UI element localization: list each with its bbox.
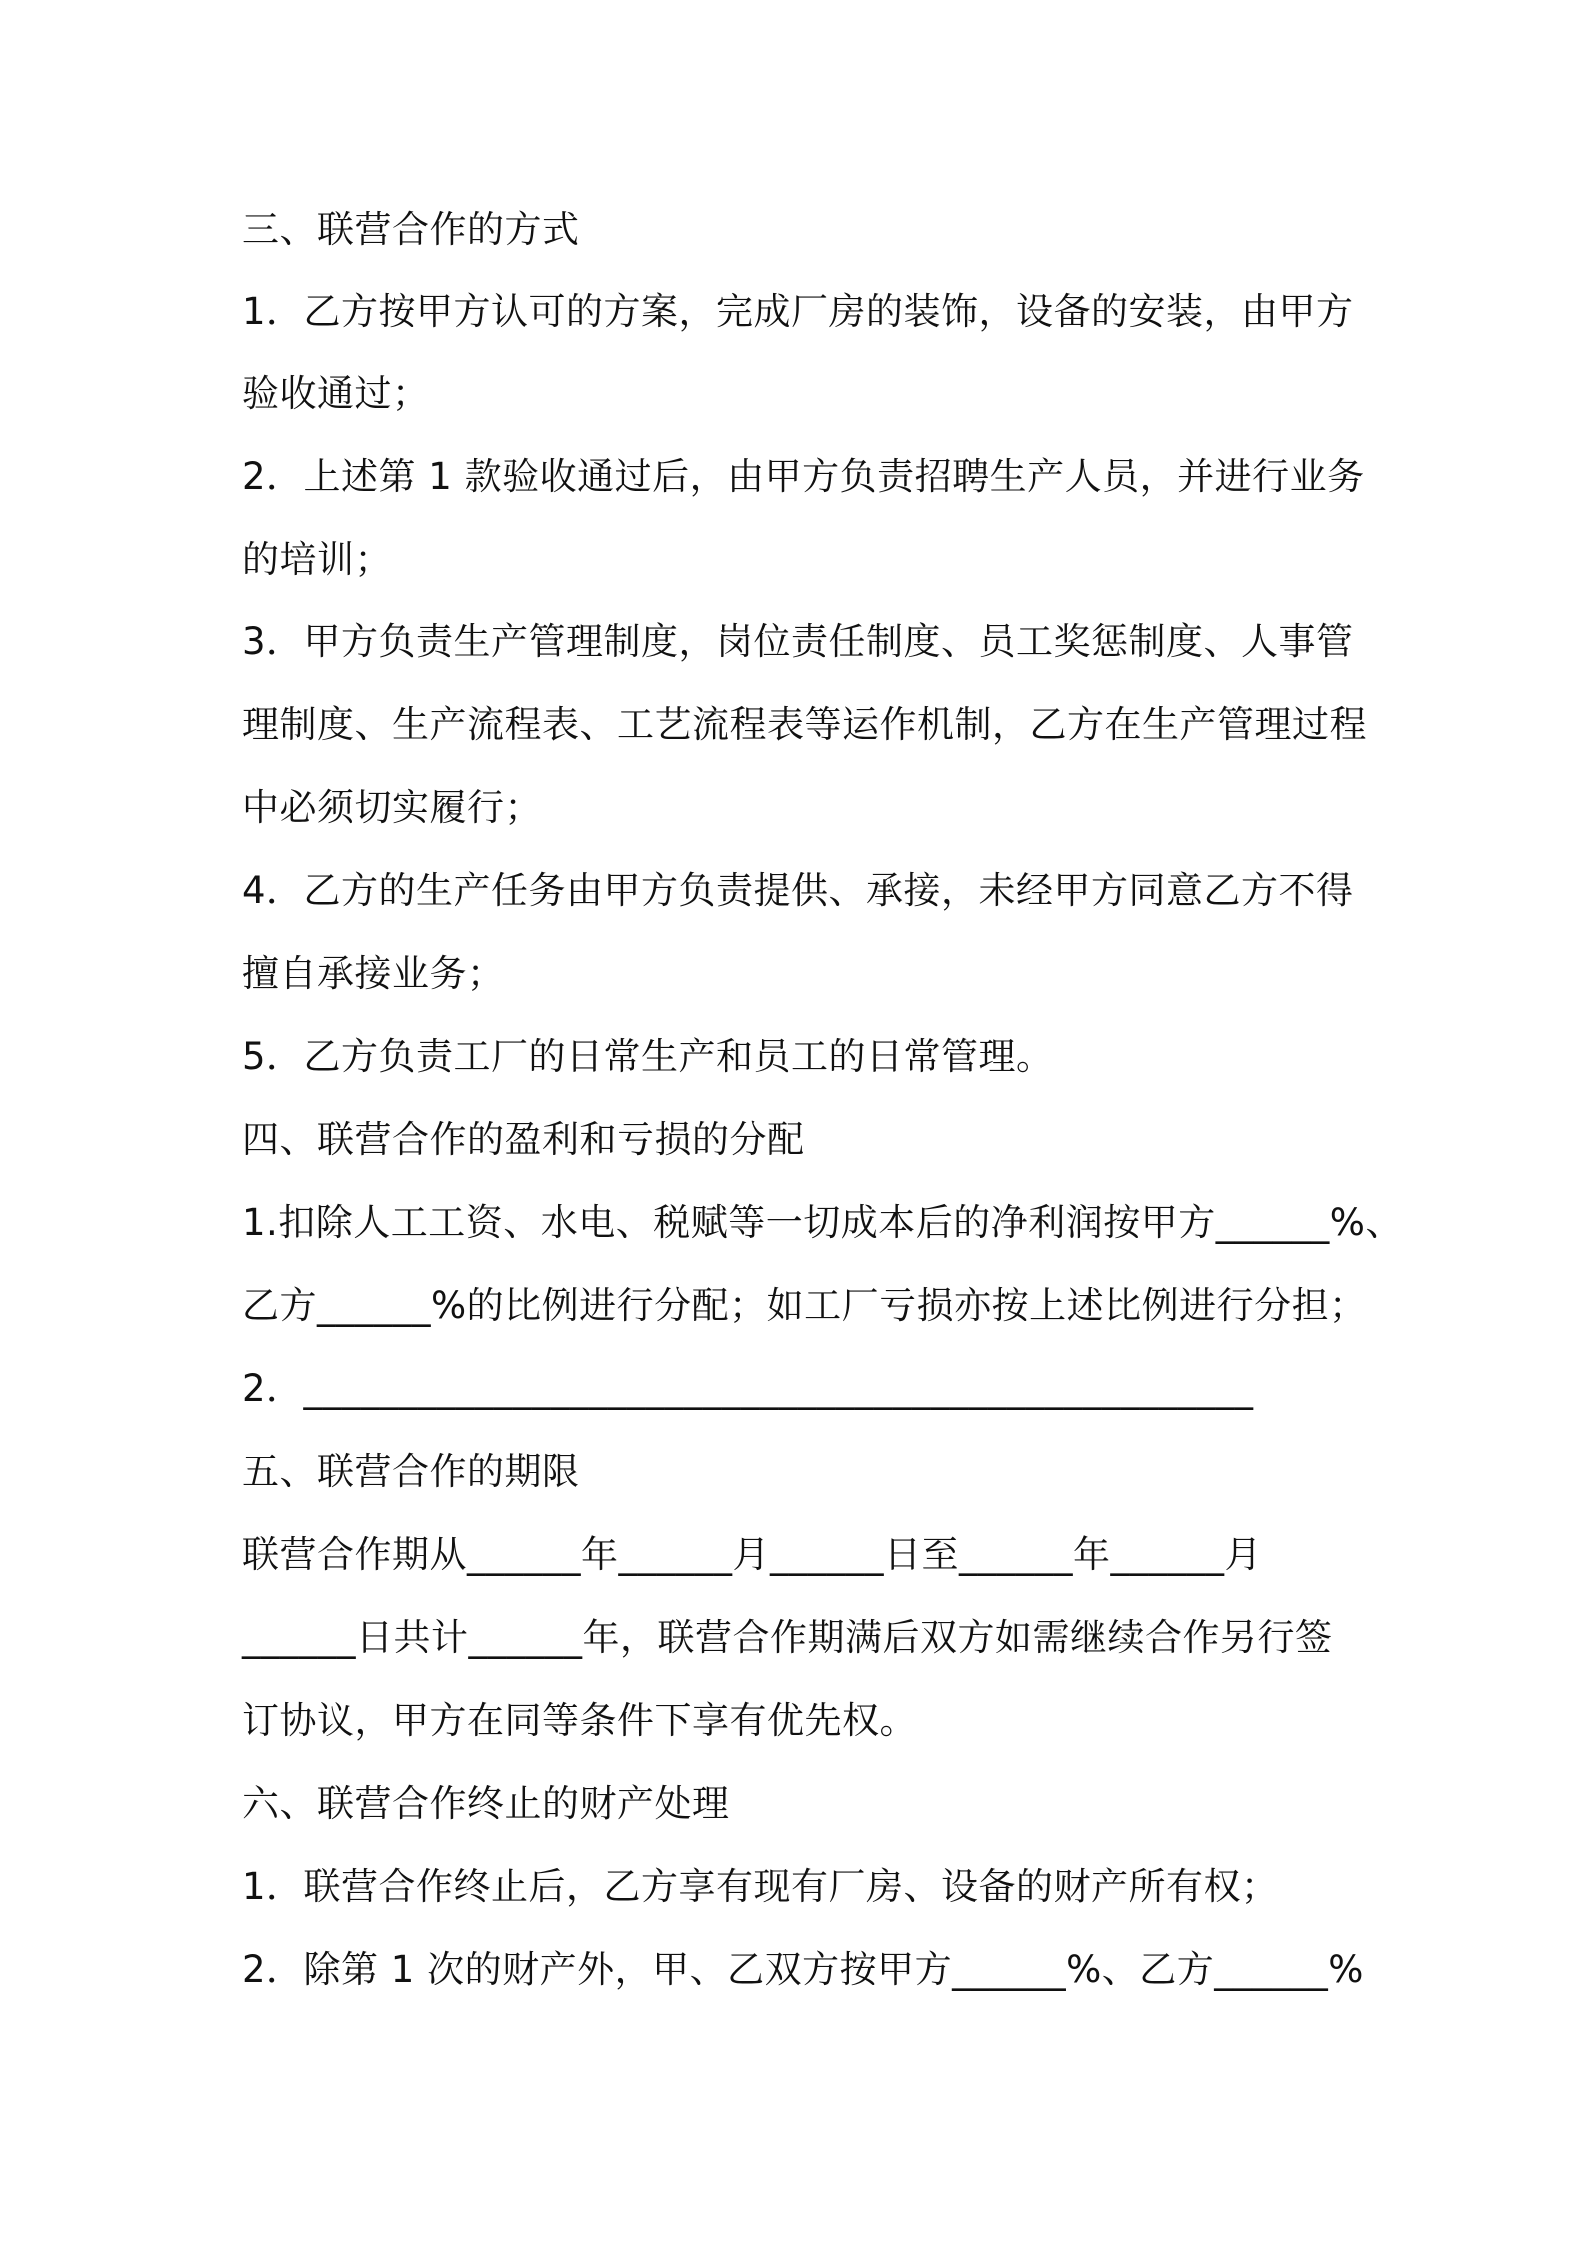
clause-3-3-line-2: 理制度、生产流程表、工艺流程表等运作机制，乙方在生产管理过程 bbox=[242, 703, 1367, 746]
section-heading-5: 五、联营合作的期限 bbox=[242, 1450, 580, 1493]
clause-4-1-line-2: 乙方______%的比例进行分配；如工厂亏损亦按上述比例进行分担； bbox=[242, 1284, 1367, 1327]
clause-3-4-line-2: 擅自承接业务； bbox=[242, 952, 505, 995]
clause-3-2-line-1: 2．上述第 1 款验收通过后，由甲方负责招聘生产人员，并进行业务 bbox=[242, 455, 1365, 498]
clause-4-1-line-1: 1.扣除人工工资、水电、税赋等一切成本后的净利润按甲方______%、 bbox=[242, 1201, 1403, 1244]
section-heading-3: 三、联营合作的方式 bbox=[242, 208, 580, 251]
clause-3-3-line-1: 3．甲方负责生产管理制度，岗位责任制度、员工奖惩制度、人事管 bbox=[242, 620, 1354, 663]
clause-3-2-line-2: 的培训； bbox=[242, 538, 392, 581]
section-heading-6: 六、联营合作终止的财产处理 bbox=[242, 1782, 730, 1825]
term-line-3: 订协议，甲方在同等条件下享有优先权。 bbox=[242, 1699, 917, 1742]
clause-6-1: 1．联营合作终止后，乙方享有现有厂房、设备的财产所有权； bbox=[242, 1865, 1279, 1908]
term-line-1: 联营合作期从______年______月______日至______年______月 bbox=[242, 1533, 1262, 1576]
clause-3-1-line-1: 1．乙方按甲方认可的方案，完成厂房的装饰，设备的安装，由甲方 bbox=[242, 290, 1354, 333]
clause-4-2-blank: 2．__________________________________________________ bbox=[242, 1367, 1254, 1410]
clause-3-1-line-2: 验收通过； bbox=[242, 372, 430, 415]
clause-3-5: 5．乙方负责工厂的日常生产和员工的日常管理。 bbox=[242, 1035, 1054, 1078]
term-line-2: ______日共计______年，联营合作期满后双方如需继续合作另行签 bbox=[242, 1616, 1333, 1659]
clause-6-2-line-1: 2．除第 1 次的财产外，甲、乙双方按甲方______%、乙方______% bbox=[242, 1948, 1364, 1991]
clause-3-4-line-1: 4．乙方的生产任务由甲方负责提供、承接，未经甲方同意乙方不得 bbox=[242, 869, 1354, 912]
clause-3-3-line-3: 中必须切实履行； bbox=[242, 786, 542, 829]
section-heading-4: 四、联营合作的盈利和亏损的分配 bbox=[242, 1118, 805, 1161]
